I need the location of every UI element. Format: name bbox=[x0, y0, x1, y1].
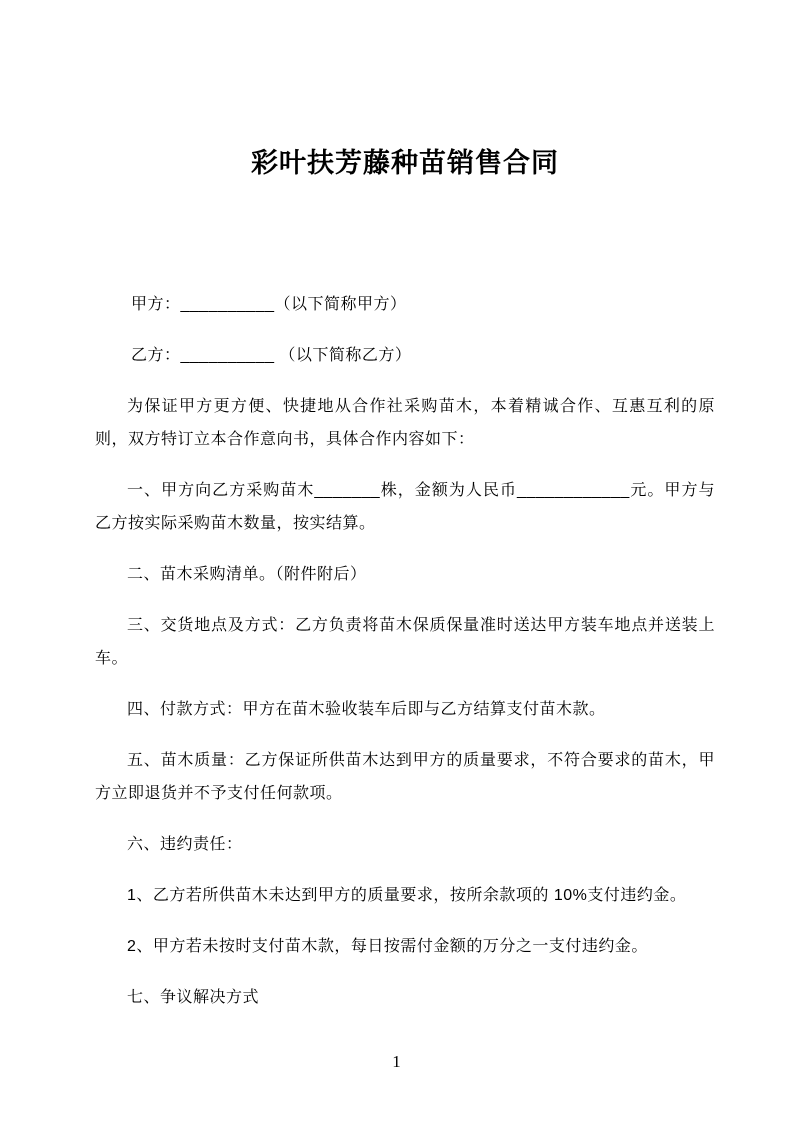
document-title: 彩叶扶芳藤种苗销售合同 bbox=[251, 148, 559, 178]
clause-7: 七、争议解决方式 bbox=[127, 989, 260, 1006]
clause-6-1: 1、乙方若所供苗木未达到甲方的质量要求，按所余款项的 10%支付违约金。 bbox=[127, 887, 687, 904]
party-b-line: 乙方：__________ （以下简称乙方） bbox=[131, 347, 412, 364]
clause-1: 一、甲方向乙方采购苗木_______株，金额为人民币____________元。甲方与乙方按实际采购苗木数量，按实结算。 bbox=[95, 482, 715, 532]
clause-4: 四、付款方式：甲方在苗木验收装车后即与乙方结算支付苗木款。 bbox=[127, 701, 606, 718]
clause-2: 二、苗木采购清单。（附件附后） bbox=[127, 566, 367, 583]
intro-paragraph: 为保证甲方更方便、快捷地从合作社采购苗木，本着精诚合作、互惠互利的原则，双方特订立本合作意向书，具体合作内容如下： bbox=[95, 398, 715, 448]
clause-6-2: 2、甲方若未按时支付苗木款，每日按需付金额的万分之一支付违约金。 bbox=[127, 938, 648, 955]
party-a-line: 甲方：__________（以下简称甲方） bbox=[131, 296, 407, 313]
clause-5: 五、苗木质量：乙方保证所供苗木达到甲方的质量要求，不符合要求的苗木，甲方立即退货并不予支付任何款项。 bbox=[95, 752, 715, 802]
clause-6: 六、违约责任： bbox=[127, 836, 243, 853]
clause-3: 三、交货地点及方式：乙方负责将苗木保质保量准时送达甲方装车地点并送装上车。 bbox=[95, 617, 715, 667]
page-number: 1 bbox=[392, 1052, 401, 1071]
